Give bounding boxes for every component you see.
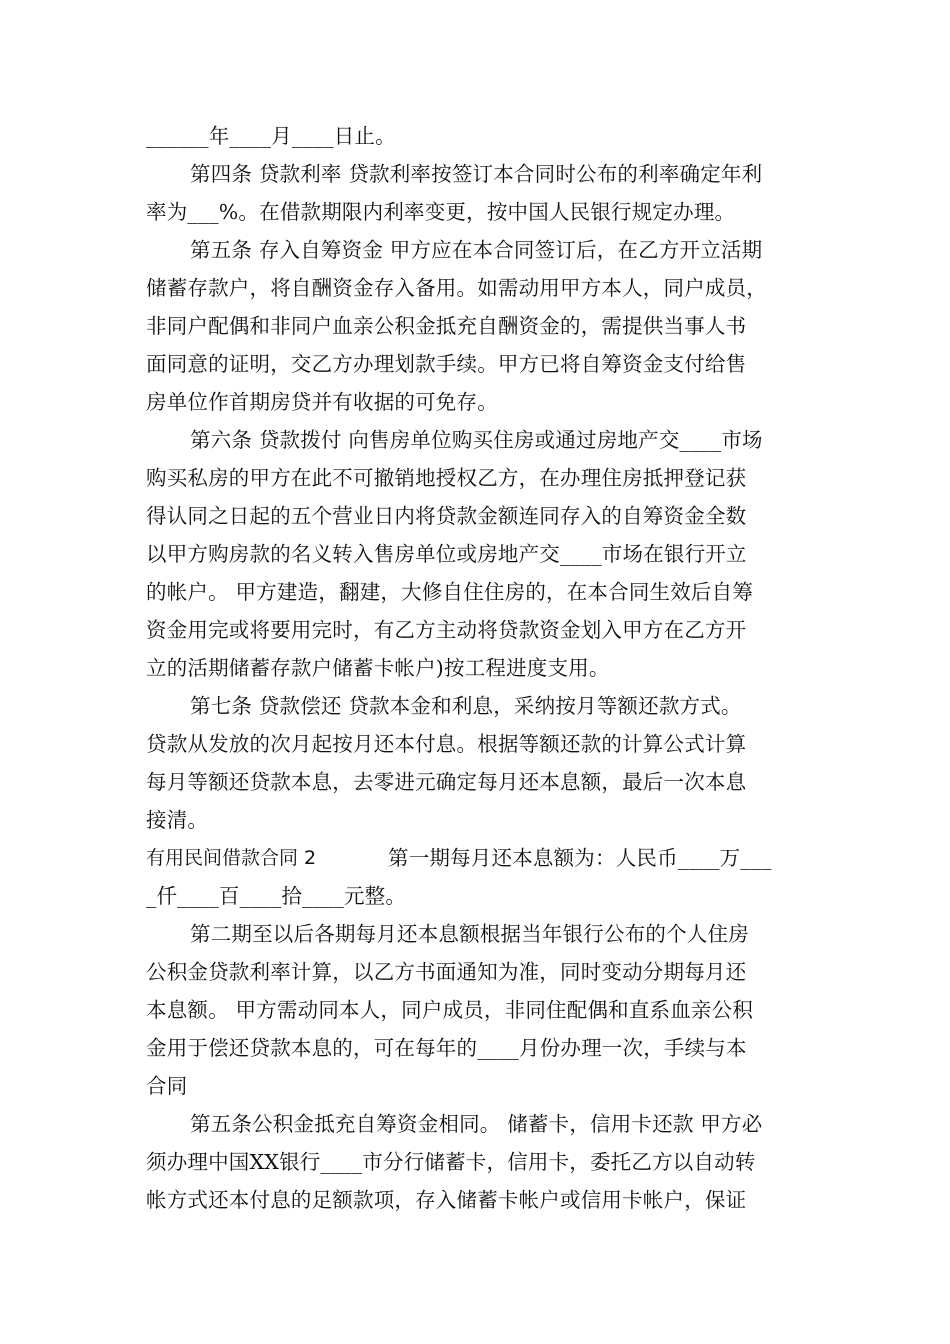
text-line: 立的活期储蓄存款户储蓄卡帐户)按工程进度支用。: [146, 656, 610, 680]
text-line: 贷款从发放的次月起按月还本付息。根据等额还款的计算公式计算: [146, 732, 747, 756]
text-line: 资金用完或将要用完时，有乙方主动将贷款资金划入甲方在乙方开: [146, 618, 747, 642]
article-6-heading-line: 第六条 贷款拨付 向售房单位购买住房或通过房地产交____市场: [190, 428, 763, 452]
text-line: _仟____百____拾____元整。: [146, 884, 407, 908]
text-line: 率为___%。在借款期限内利率变更，按中国人民银行规定办理。: [146, 200, 736, 224]
text-line: 第一期每月还本息额为：人民币____万___: [388, 846, 772, 870]
text-line: 帐方式还本付息的足额款项，存入储蓄卡帐户或信用卡帐户，保证: [146, 1188, 747, 1212]
text-line: 储蓄存款户，将自酬资金存入备用。如需动用甲方本人，同户成员，: [146, 276, 767, 300]
text-line: 本息额。 甲方需动同本人，同户成员，非同住配偶和直系血亲公积: [146, 998, 754, 1022]
text-line: 面同意的证明，交乙方办理划款手续。甲方已将自筹资金支付给售: [146, 352, 747, 376]
article-7-heading-line: 第七条 贷款偿还 贷款本金和利息，采纳按月等额还款方式。: [190, 694, 742, 718]
text-line: 购买私房的甲方在此不可撤销地授权乙方，在办理住房抵押登记获: [146, 466, 747, 490]
text-line: 得认同之日起的五个营业日内将贷款金额连同存入的自筹资金全数: [146, 504, 747, 528]
text-line: 第五条公积金抵充自筹资金相同。 储蓄卡，信用卡还款 甲方必: [190, 1112, 763, 1136]
text-line: 的帐户。 甲方建造，翻建，大修自住住房的，在本合同生效后自筹: [146, 580, 754, 604]
text-line: 金用于偿还贷款本息的，可在每年的____月份办理一次，手续与本: [146, 1036, 747, 1060]
text-line: 接清。: [146, 808, 209, 832]
text-line: 以甲方购房款的名义转入售房单位或房地产交____市场在银行开立: [146, 542, 747, 566]
text-line: 合同: [146, 1074, 188, 1098]
text-line: 第二期至以后各期每月还本息额根据当年银行公布的个人住房: [190, 922, 749, 946]
text-line: ______年____月____日止。: [146, 124, 396, 148]
article-4-heading-line: 第四条 贷款利率 贷款利率按签订本合同时公布的利率确定年利: [190, 162, 763, 186]
text-line: 每月等额还贷款本息，去零进元确定每月还本息额，最后一次本息: [146, 770, 747, 794]
text-line: 房单位作首期房贷并有收据的可免存。: [146, 390, 498, 414]
section-heading: 有用民间借款合同 2: [146, 847, 317, 869]
text-line: 须办理中国XX银行____市分行储蓄卡，信用卡，委托乙方以自动转: [146, 1150, 756, 1174]
text-line: 公积金贷款利率计算，以乙方书面通知为准，同时变动分期每月还: [146, 960, 747, 984]
text-line: 非同户配偶和非同户血亲公积金抵充自酬资金的，需提供当事人书: [146, 314, 747, 338]
article-5-heading-line: 第五条 存入自筹资金 甲方应在本合同签订后，在乙方开立活期: [190, 238, 763, 262]
